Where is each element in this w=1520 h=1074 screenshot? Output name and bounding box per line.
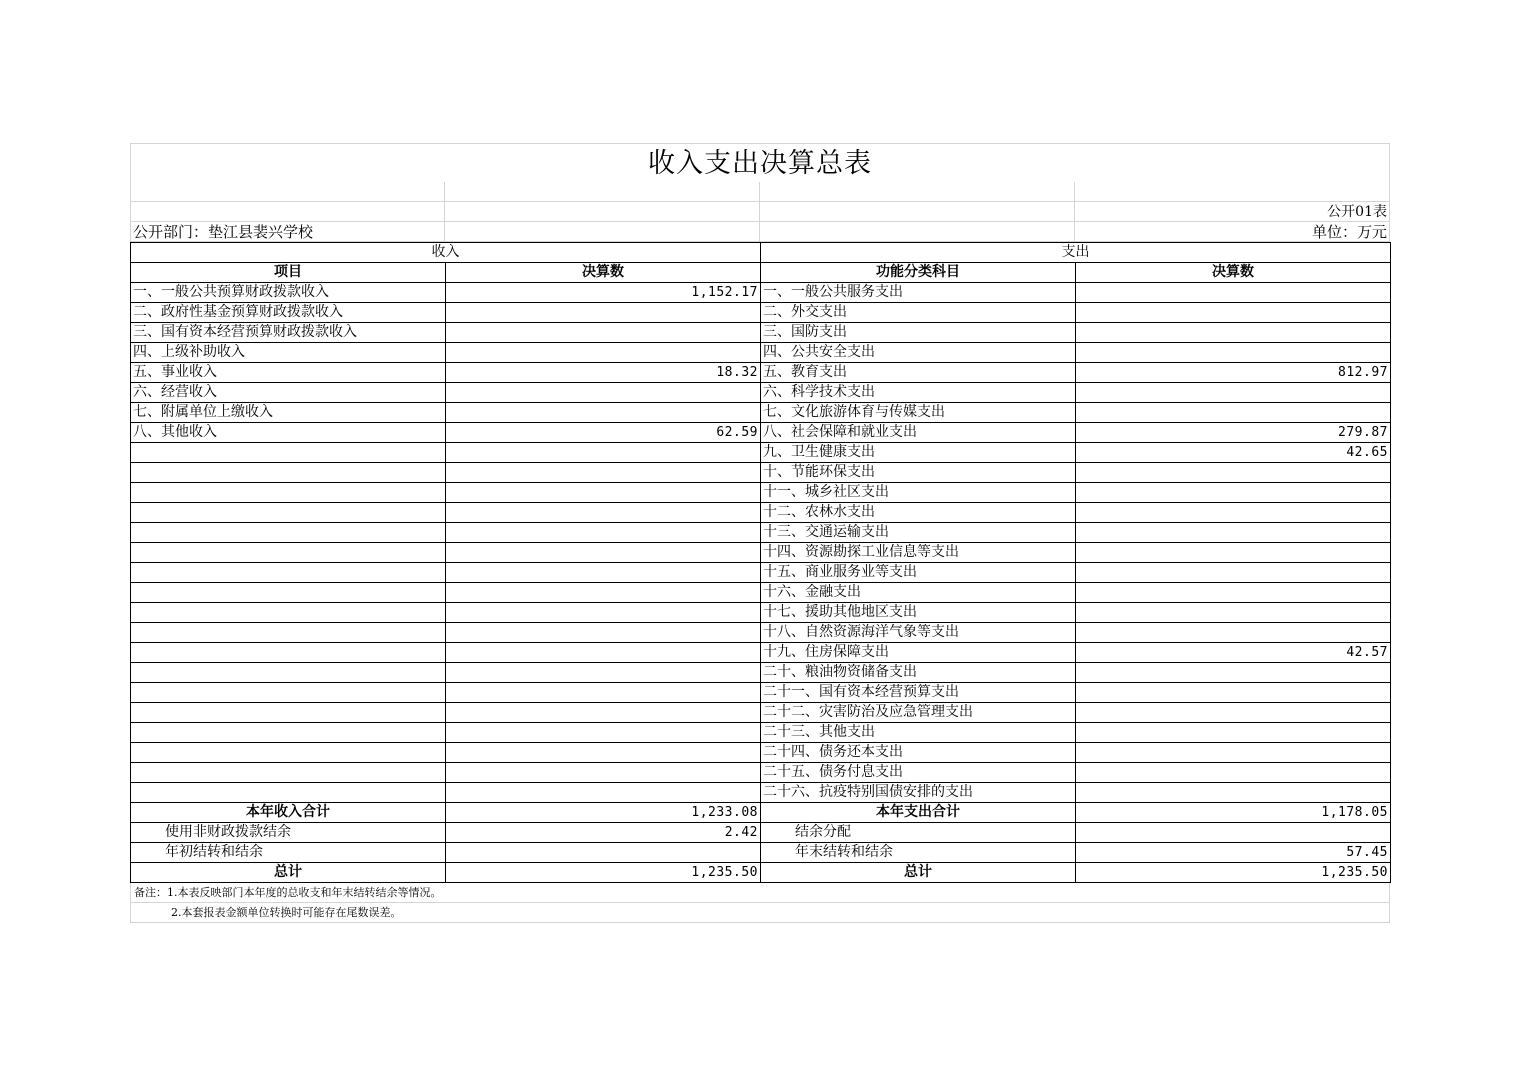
section-header-row <box>131 243 1391 263</box>
table-row <box>131 663 1391 683</box>
form-number: 公开01表 <box>1075 202 1390 222</box>
table-row <box>131 623 1391 643</box>
department-row <box>130 222 1390 242</box>
income-item <box>131 583 446 603</box>
income-amount <box>446 463 761 483</box>
income-amount <box>446 723 761 743</box>
cell <box>1075 182 1390 202</box>
table-row <box>131 283 1391 303</box>
expense-amount <box>1076 563 1391 583</box>
expense-amount <box>1076 663 1391 683</box>
income-item <box>131 743 446 763</box>
income-total-label: 本年收入合计 <box>131 803 446 823</box>
expense-amount <box>1076 323 1391 343</box>
income-amount <box>446 643 761 663</box>
income-amount <box>446 603 761 623</box>
table-row <box>131 543 1391 563</box>
expense-item: 七、文化旅游体育与传媒支出 <box>761 403 1076 423</box>
income-item: 一、一般公共预算财政拨款收入 <box>131 283 446 303</box>
surplus-distribution-label: 结余分配 <box>761 823 1076 843</box>
expense-amount <box>1076 383 1391 403</box>
income-item <box>131 723 446 743</box>
expense-item: 二、外交支出 <box>761 303 1076 323</box>
income-amount <box>446 563 761 583</box>
expense-item: 三、国防支出 <box>761 323 1076 343</box>
cell <box>130 202 445 222</box>
grand-total-left: 1,235.50 <box>446 863 761 883</box>
income-item <box>131 463 446 483</box>
table-row <box>131 523 1391 543</box>
expense-amount: 812.97 <box>1076 363 1391 383</box>
expense-item: 十三、交通运输支出 <box>761 523 1076 543</box>
expense-amount <box>1076 723 1391 743</box>
expense-amount <box>1076 543 1391 563</box>
expense-amount <box>1076 683 1391 703</box>
end-carryover-label: 年末结转和结余 <box>761 843 1076 863</box>
table-row <box>131 683 1391 703</box>
grand-total-label-left: 总计 <box>131 863 446 883</box>
income-amount <box>446 323 761 343</box>
cell <box>130 182 445 202</box>
income-item <box>131 483 446 503</box>
cell <box>445 202 760 222</box>
grand-total-row <box>131 863 1391 883</box>
cell <box>445 182 760 202</box>
table-row <box>131 363 1391 383</box>
grand-total-right: 1,235.50 <box>1076 863 1391 883</box>
expense-amount <box>1076 703 1391 723</box>
nonfiscal-value: 2.42 <box>446 823 761 843</box>
report-sheet <box>130 143 1390 923</box>
income-item: 六、经营收入 <box>131 383 446 403</box>
begin-carryover-value <box>446 843 761 863</box>
expense-item: 十一、城乡社区支出 <box>761 483 1076 503</box>
expense-amount <box>1076 523 1391 543</box>
table-row <box>131 323 1391 343</box>
table-row <box>131 343 1391 363</box>
expense-item: 二十二、灾害防治及应急管理支出 <box>761 703 1076 723</box>
table-row <box>131 463 1391 483</box>
income-item <box>131 523 446 543</box>
amount-header: 决算数 <box>446 263 761 283</box>
expense-total-value: 1,178.05 <box>1076 803 1391 823</box>
income-item <box>131 643 446 663</box>
expense-amount <box>1076 343 1391 363</box>
table-row <box>131 643 1391 663</box>
report-title: 收入支出决算总表 <box>130 143 1390 182</box>
income-item <box>131 503 446 523</box>
func-category-header: 功能分类科目 <box>761 263 1076 283</box>
table-row <box>131 723 1391 743</box>
income-amount <box>446 483 761 503</box>
income-total-row <box>131 803 1391 823</box>
department-label: 公开部门：垫江县裴兴学校 <box>130 222 445 242</box>
cell <box>760 222 1075 242</box>
blank-row-1 <box>130 182 1390 202</box>
table-row <box>131 743 1391 763</box>
income-item <box>131 763 446 783</box>
income-item <box>131 543 446 563</box>
table-row <box>131 303 1391 323</box>
table-row <box>131 483 1391 503</box>
income-item: 七、附属单位上缴收入 <box>131 403 446 423</box>
table-row <box>131 563 1391 583</box>
expense-item: 十二、农林水支出 <box>761 503 1076 523</box>
expense-total-label: 本年支出合计 <box>761 803 1076 823</box>
table-row <box>131 503 1391 523</box>
amount-header-2: 决算数 <box>1076 263 1391 283</box>
income-amount <box>446 523 761 543</box>
expense-item: 十九、住房保障支出 <box>761 643 1076 663</box>
expense-item: 二十一、国有资本经营预算支出 <box>761 683 1076 703</box>
nonfiscal-label: 使用非财政拨款结余 <box>131 823 446 843</box>
expense-item: 二十三、其他支出 <box>761 723 1076 743</box>
income-amount <box>446 763 761 783</box>
income-amount <box>446 543 761 563</box>
expense-item: 一、一般公共服务支出 <box>761 283 1076 303</box>
table-row <box>131 403 1391 423</box>
budget-table <box>130 242 1391 883</box>
expense-item: 八、社会保障和就业支出 <box>761 423 1076 443</box>
expense-item: 十四、资源勘探工业信息等支出 <box>761 543 1076 563</box>
income-item <box>131 703 446 723</box>
income-item <box>131 603 446 623</box>
expense-amount <box>1076 743 1391 763</box>
table-row <box>131 443 1391 463</box>
expense-amount <box>1076 463 1391 483</box>
income-amount <box>446 783 761 803</box>
expense-item: 二十四、债务还本支出 <box>761 743 1076 763</box>
expense-amount <box>1076 503 1391 523</box>
table-row <box>131 603 1391 623</box>
expense-header: 支出 <box>761 243 1391 263</box>
table-row <box>131 383 1391 403</box>
cell <box>760 182 1075 202</box>
expense-amount <box>1076 303 1391 323</box>
income-item <box>131 783 446 803</box>
income-amount: 18.32 <box>446 363 761 383</box>
expense-item: 六、科学技术支出 <box>761 383 1076 403</box>
income-item: 八、其他收入 <box>131 423 446 443</box>
expense-item: 十八、自然资源海洋气象等支出 <box>761 623 1076 643</box>
expense-amount <box>1076 783 1391 803</box>
income-item <box>131 623 446 643</box>
cell <box>445 222 760 242</box>
expense-item: 二十五、债务付息支出 <box>761 763 1076 783</box>
expense-item: 二十六、抗疫特别国债安排的支出 <box>761 783 1076 803</box>
income-amount <box>446 663 761 683</box>
expense-item: 九、卫生健康支出 <box>761 443 1076 463</box>
table-row <box>131 783 1391 803</box>
income-amount <box>446 743 761 763</box>
income-amount <box>446 383 761 403</box>
begin-carryover-label: 年初结转和结余 <box>131 843 446 863</box>
income-amount <box>446 303 761 323</box>
expense-amount <box>1076 283 1391 303</box>
table-row <box>131 763 1391 783</box>
expense-amount <box>1076 763 1391 783</box>
expense-amount <box>1076 583 1391 603</box>
income-total-value: 1,233.08 <box>446 803 761 823</box>
cell <box>760 202 1075 222</box>
grand-total-label-right: 总计 <box>761 863 1076 883</box>
surplus-distribution-value <box>1076 823 1391 843</box>
income-amount <box>446 683 761 703</box>
note-1: 备注：1.本表反映部门本年度的总收支和年末结转结余等情况。 <box>130 883 1390 903</box>
income-amount: 62.59 <box>446 423 761 443</box>
income-amount <box>446 343 761 363</box>
carryover-row <box>131 843 1391 863</box>
income-amount <box>446 703 761 723</box>
income-header: 收入 <box>131 243 761 263</box>
expense-item: 二十、粮油物资储备支出 <box>761 663 1076 683</box>
income-item <box>131 443 446 463</box>
expense-amount <box>1076 403 1391 423</box>
nonfiscal-row <box>131 823 1391 843</box>
expense-amount <box>1076 623 1391 643</box>
expense-item: 十七、援助其他地区支出 <box>761 603 1076 623</box>
table-row <box>131 583 1391 603</box>
expense-item: 十、节能环保支出 <box>761 463 1076 483</box>
expense-item: 四、公共安全支出 <box>761 343 1076 363</box>
expense-item: 五、教育支出 <box>761 363 1076 383</box>
income-amount <box>446 623 761 643</box>
expense-item: 十五、商业服务业等支出 <box>761 563 1076 583</box>
income-item: 五、事业收入 <box>131 363 446 383</box>
income-item <box>131 563 446 583</box>
income-item <box>131 683 446 703</box>
expense-amount <box>1076 483 1391 503</box>
income-amount <box>446 583 761 603</box>
table-row <box>131 423 1391 443</box>
income-amount <box>446 503 761 523</box>
expense-amount: 42.65 <box>1076 443 1391 463</box>
income-item: 二、政府性基金预算财政拨款收入 <box>131 303 446 323</box>
form-number-row <box>130 202 1390 222</box>
income-item <box>131 663 446 683</box>
income-item: 四、上级补助收入 <box>131 343 446 363</box>
unit-label: 单位：万元 <box>1075 222 1390 242</box>
income-amount <box>446 403 761 423</box>
end-carryover-value: 57.45 <box>1076 843 1391 863</box>
income-amount <box>446 443 761 463</box>
expense-amount: 42.57 <box>1076 643 1391 663</box>
note-2: 2.本套报表金额单位转换时可能存在尾数误差。 <box>130 903 1390 923</box>
income-item: 三、国有资本经营预算财政拨款收入 <box>131 323 446 343</box>
expense-item: 十六、金融支出 <box>761 583 1076 603</box>
table-row <box>131 703 1391 723</box>
column-header-row <box>131 263 1391 283</box>
income-amount: 1,152.17 <box>446 283 761 303</box>
expense-amount: 279.87 <box>1076 423 1391 443</box>
item-header: 项目 <box>131 263 446 283</box>
expense-amount <box>1076 603 1391 623</box>
